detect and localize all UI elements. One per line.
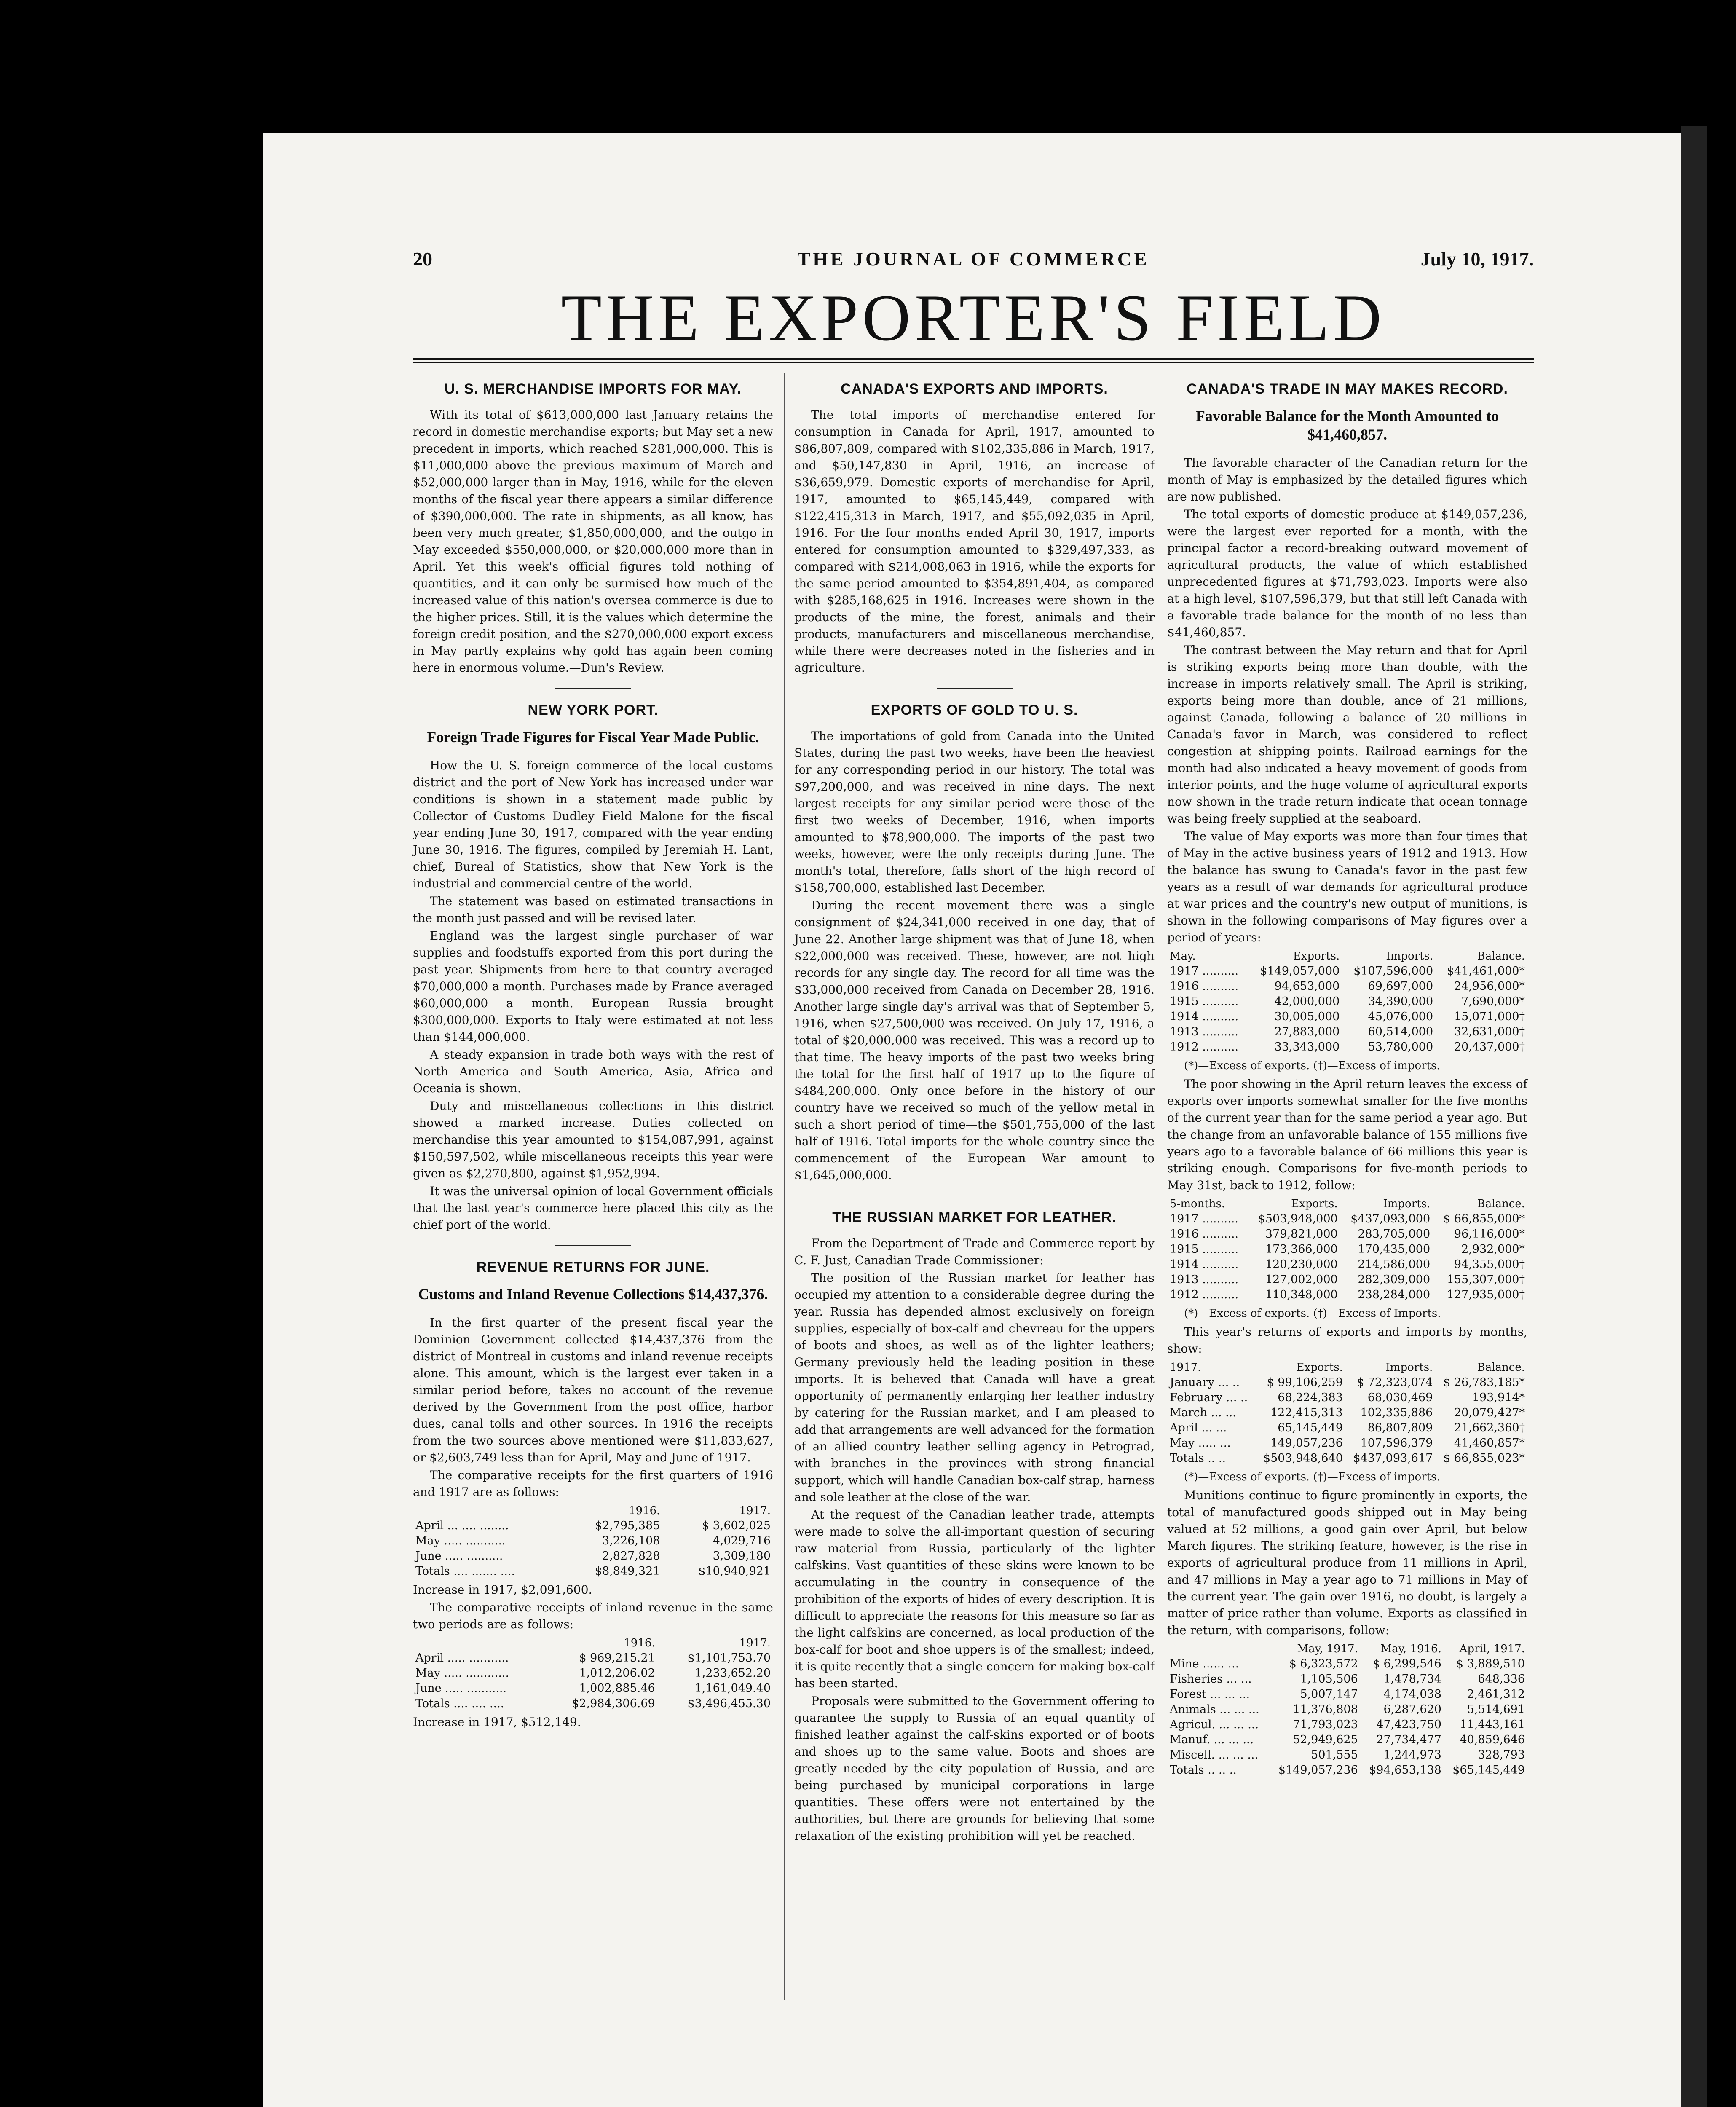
table-cell: January ... .. bbox=[1170, 1376, 1240, 1389]
monthly-returns-table bbox=[1167, 1360, 1527, 1466]
table-cell: Balance. bbox=[1477, 1361, 1525, 1374]
table-cell: 86,807,809 bbox=[1367, 1421, 1433, 1434]
table-cell: 127,935,000† bbox=[1447, 1288, 1525, 1301]
article-title: CANADA'S EXPORTS AND IMPORTS. bbox=[841, 381, 1108, 397]
masthead-rule bbox=[413, 358, 1534, 363]
article-paragraph: During the recent movement there was a single consignment of $24,341,000 received in one day, that of June 22. Another large shipment was that of June 18, when $22,000,000 was received. These, however, are not high records for any single day. The record for all time was the $33,000,000 received from Canada on December 28, 1916. Another large single day's arrival was that of September 5, 1916, when $27,500,000 was received. On July 17, 1916, a total of $20,000,000 was received. This was a record up to that time. The heavy imports of the past two weeks bring the total for the first half of 1917 up to the figure of $484,200,000. Only once before in the history of our country have we received so much of the yellow metal in such a short period of time—the $501,755,000 of the last half of 1916. Total imports for the whole country since the commencement of the European War amount to $1,645,000,000. bbox=[794, 898, 1155, 1182]
table-cell: 4,029,716 bbox=[713, 1534, 771, 1547]
article-paragraph: At the request of the Canadian leather trade, attempts were made to solve the all-important question of securing raw material from Russia, particularly of the lighter calfskins. Vast quantities of these skins were known to be accumulating in the country in consequence of the prohibition of the exports of hides of every description. It is difficult to appreciate the reasons for this measure so far as the light calfskins are concerned, as local production of the box-calf for boot and shoe uppers is of the smallest; indeed, it is quite recently that a single concern for making box-calf has been started. bbox=[794, 1508, 1155, 1690]
table-cell: 20,437,000† bbox=[1454, 1040, 1525, 1054]
table-row bbox=[413, 1651, 773, 1666]
customs-receipts-table bbox=[413, 1503, 773, 1579]
table-cell: 30,005,000 bbox=[1274, 1010, 1340, 1023]
table-cell: 27,734,477 bbox=[1376, 1733, 1441, 1746]
article-title: NEW YORK PORT. bbox=[528, 702, 659, 718]
article-subtitle: Foreign Trade Figures for Fiscal Year Made Public. bbox=[427, 729, 759, 745]
table-cell: 283,705,000 bbox=[1358, 1228, 1431, 1241]
table-cell: $149,057,236 bbox=[1278, 1764, 1358, 1777]
table-cell: 120,230,000 bbox=[1265, 1258, 1338, 1271]
table-row bbox=[1167, 1040, 1527, 1055]
table-cell: 1916 .......... bbox=[1170, 980, 1239, 993]
article-paragraph: This year's returns of exports and imports by months, show: bbox=[1167, 1325, 1527, 1356]
table-cell: Mine ...... ... bbox=[1170, 1657, 1239, 1670]
table-row bbox=[1167, 1702, 1527, 1717]
section-masthead: THE EXPORTER'S FIELD bbox=[561, 281, 1386, 355]
table-total-row bbox=[1167, 1763, 1527, 1778]
article-paragraph: The poor showing in the April return leaves the excess of exports over imports somewhat smaller for the five months of the current year than for the same period a year ago. But the change from an unfavorable balance of 155 millions five years ago to a favorable balance of 66 millions this year is striking enough. Comparisons for five-month periods to May 31st, back to 1912, follow: bbox=[1167, 1077, 1527, 1192]
table-cell: $ 26,783,185* bbox=[1443, 1376, 1525, 1389]
table-row bbox=[1167, 1687, 1527, 1702]
table-cell: $503,948,640 bbox=[1263, 1452, 1343, 1465]
table-cell: 1,012,206.02 bbox=[579, 1667, 655, 1680]
table-cell: 170,435,000 bbox=[1358, 1243, 1431, 1256]
article-paragraph: The total imports of merchandise entered for consumption in Canada for April, 1917, amounted to $86,807,809, compared with $102,335,886 in March, 1917, and $50,147,830 in April, 1916, an increase of $36,659,979. Domestic exports of merchandise for April, 1917, amounted to $65,145,449, compared with $122,415,313 in March, 1917, and $55,092,035 in April, 1916. For the four months ended April 30, 1917, imports entered for consumption amounted to $329,497,333, as compared with $214,008,063 in 1916, while the exports for the same period amounted to $354,891,404, as compared with $285,168,625 in 1916. Increases were shown in the products of the mine, the forest, animals and their products, manufacturers and miscellaneous merchandise, while there were decreases noted in the fisheries and in agriculture. bbox=[794, 408, 1155, 675]
table-cell: 1,002,885.46 bbox=[579, 1682, 655, 1695]
article-paragraph: It was the universal opinion of local Government officials that the last year's commerce here placed this city as the chief port of the world. bbox=[413, 1184, 773, 1232]
article-paragraph: From the Department of Trade and Commerce report by C. F. Just, Canadian Trade Commissioner: bbox=[794, 1236, 1155, 1267]
table-cell: Exports. bbox=[1293, 950, 1340, 962]
table-cell: $107,596,000 bbox=[1353, 965, 1433, 978]
table-header-row bbox=[1167, 1641, 1527, 1657]
article-paragraph: The favorable character of the Canadian return for the month of May is emphasized by the detailed figures which are now published. bbox=[1167, 456, 1527, 504]
table-cell: 65,145,449 bbox=[1278, 1421, 1343, 1434]
table-cell: 1,161,049.40 bbox=[694, 1682, 771, 1695]
table-cell: 1917. bbox=[1170, 1361, 1201, 1374]
table-row bbox=[1167, 1009, 1527, 1024]
article-paragraph: The comparative receipts of inland revenue in the same two periods are as follows: bbox=[413, 1600, 773, 1631]
table-cell: $ 3,889,510 bbox=[1456, 1657, 1525, 1670]
table-cell: 21,662,360† bbox=[1454, 1421, 1525, 1434]
article-paragraph: With its total of $613,000,000 last January retains the record in domestic merchandise exports; but May set a new precedent in imports, which reached $281,000,000. This is $11,000,000 above the previous maximum of March and $52,000,000 larger than in May, 1916, while for the eleven months of the fiscal year there appears a similar difference of $390,000,000. The rate in shipments, as all know, has been very much greater, $1,850,000,000, and the outgo in May exceeded $550,000,000, or $20,000,000 more than in April. Yet this week's official figures told nothing of quantities, and it can only be surmised how much of the increased value of this nation's oversea commerce is due to the higher prices. Still, it is the values which determine the foreign credit position, and the $270,000,000 export excess in May partly explains why gold has again been coming here in enormous volume.—Dun's Review. bbox=[413, 408, 773, 675]
table-cell: 214,586,000 bbox=[1358, 1258, 1431, 1271]
table-cell: 102,335,886 bbox=[1360, 1406, 1433, 1419]
table-cell: 1914 .......... bbox=[1170, 1010, 1239, 1023]
table-cell: 4,174,038 bbox=[1383, 1688, 1441, 1701]
table-total-row bbox=[413, 1696, 773, 1711]
table-cell: 155,307,000† bbox=[1447, 1273, 1525, 1286]
table-cell: $ 66,855,000* bbox=[1443, 1212, 1525, 1225]
table-cell: 122,415,313 bbox=[1270, 1406, 1343, 1419]
article-title: CANADA'S TRADE IN MAY MAKES RECORD. bbox=[1187, 381, 1508, 397]
article-title: REVENUE RETURNS FOR JUNE. bbox=[476, 1259, 710, 1275]
table-cell: 24,956,000* bbox=[1454, 980, 1525, 993]
table-row bbox=[1167, 1657, 1527, 1672]
table-cell: 41,460,857* bbox=[1454, 1437, 1525, 1450]
article-subtitle: Customs and Inland Revenue Collections $14,437,376. bbox=[418, 1286, 768, 1303]
table-cell: May ..... ........... bbox=[415, 1534, 506, 1547]
table-cell: 173,366,000 bbox=[1265, 1243, 1338, 1256]
table-cell: $437,093,617 bbox=[1353, 1452, 1433, 1465]
table-cell: June ..... .......... bbox=[415, 1549, 503, 1563]
table-cell: 107,596,379 bbox=[1360, 1437, 1433, 1450]
table-row bbox=[1167, 1732, 1527, 1748]
table-cell: $149,057,000 bbox=[1260, 965, 1340, 978]
table-cell: May, 1916. bbox=[1380, 1643, 1441, 1655]
inland-revenue-table bbox=[413, 1635, 773, 1711]
table-cell: Forest ... ... ... bbox=[1170, 1688, 1250, 1701]
article-separator bbox=[937, 688, 1013, 689]
table-cell: 34,390,000 bbox=[1368, 995, 1433, 1008]
article-paragraph: The contrast between the May return and that for April is striking exports being more than double, with the increase in imports relatively small. The April is striking, exports being more than double, ance of 21 millions, against Canada, following a balance of 20 millions in Canada's favor in March, was considered to reflect congestion at shipping points. Railroad earnings for the month had also indicated a heavy movement of goods from interior points, and the huge volume of agricultural exports now shown in the trade return indicate that ocean tonnage was being freely supplied at the seaboard. bbox=[1167, 643, 1527, 826]
table-header-row bbox=[1167, 949, 1527, 964]
table-cell: 7,690,000* bbox=[1461, 995, 1525, 1008]
table-cell: 149,057,236 bbox=[1270, 1437, 1343, 1450]
table-row bbox=[413, 1666, 773, 1681]
table-cell: $2,795,385 bbox=[595, 1519, 660, 1532]
article-separator bbox=[555, 688, 631, 689]
table-cell: March ... ... bbox=[1170, 1406, 1236, 1419]
table-cell: $ 6,323,572 bbox=[1289, 1657, 1358, 1670]
table-cell: $503,948,000 bbox=[1258, 1212, 1338, 1225]
table-row bbox=[413, 1518, 773, 1533]
table-cell: 648,336 bbox=[1478, 1673, 1525, 1686]
table-row bbox=[1167, 1672, 1527, 1687]
article-paragraph: Munitions continue to figure prominently in exports, the total of manufactured goods shipped out in May being valued at 52 millions, a good gain over April, but below March figures. The striking feature, however, is the rise in exports of agricultural produce from 11 millions in April, and 47 millions in May a year ago to 71 millions in May of the current year. The gain over 1916, no doubt, is largely a matter of price rather than volume. Exports as classified in the return, with comparisons, follow: bbox=[1167, 1488, 1527, 1637]
table-cell: 5-months. bbox=[1170, 1198, 1225, 1210]
table-cell: 47,423,750 bbox=[1376, 1718, 1441, 1731]
table-cell: $ 3,602,025 bbox=[702, 1519, 771, 1532]
table-row bbox=[1167, 1287, 1527, 1303]
table-cell: 1,244,973 bbox=[1383, 1748, 1441, 1761]
column-3 bbox=[1167, 373, 1527, 1780]
table-cell: Imports. bbox=[1386, 950, 1433, 962]
table-cell: 71,793,023 bbox=[1293, 1718, 1358, 1731]
table-cell: $1,101,753.70 bbox=[687, 1651, 771, 1665]
table-cell: Animals ... ... ... bbox=[1170, 1703, 1259, 1716]
table-cell: 1913 .......... bbox=[1170, 1025, 1239, 1038]
table-cell: $8,849,321 bbox=[595, 1565, 660, 1578]
table-cell bbox=[1167, 1641, 1269, 1657]
table-row bbox=[1167, 1272, 1527, 1287]
table-cell: $65,145,449 bbox=[1452, 1764, 1525, 1777]
table-cell: 1,478,734 bbox=[1383, 1673, 1441, 1686]
table-cell: 96,116,000* bbox=[1454, 1228, 1525, 1241]
table-cell: 1917 .......... bbox=[1170, 1212, 1239, 1225]
column-1 bbox=[413, 373, 773, 1732]
table-cell: 3,226,108 bbox=[602, 1534, 660, 1547]
article-paragraph: A steady expansion in trade both ways with the rest of North America and South America, Asia, Africa and Oceania is shown. bbox=[413, 1048, 773, 1095]
article-separator bbox=[555, 1245, 631, 1246]
table-cell: 3,309,180 bbox=[713, 1549, 771, 1563]
table-cell: 238,284,000 bbox=[1358, 1288, 1431, 1301]
table-cell: 1916. bbox=[624, 1637, 655, 1649]
table-cell: April ... ... bbox=[1170, 1421, 1227, 1434]
table-cell: 1916 .......... bbox=[1170, 1228, 1239, 1241]
table-row bbox=[1167, 1436, 1527, 1451]
table-cell: Imports. bbox=[1385, 1361, 1433, 1374]
table-header-row bbox=[1167, 1360, 1527, 1375]
table-cell: May ..... ... bbox=[1170, 1437, 1231, 1450]
table-cell: Exports. bbox=[1291, 1198, 1338, 1210]
table-cell: 5,514,691 bbox=[1467, 1703, 1525, 1716]
table-cell: 5,007,147 bbox=[1300, 1688, 1358, 1701]
column-divider bbox=[784, 373, 785, 2000]
table-cell: 1916. bbox=[629, 1504, 660, 1517]
table-footnote: (*)—Excess of exports. (†)—Excess of imports. bbox=[1184, 1471, 1440, 1483]
table-footnote: Increase in 1917, $2,091,600. bbox=[413, 1583, 592, 1597]
table-cell: 2,932,000* bbox=[1461, 1243, 1525, 1256]
table-cell: 1,233,652.20 bbox=[694, 1667, 771, 1680]
article-paragraph: The position of the Russian market for leather has occupied my attention to a considerable degree during the year. Russia has depended almost exclusively on foreign supplies, especially of box-calf and chevreau for the uppers of boots and shoes, as well as of the lighter leathers; Germany previously held the leading position in these imports. It is believed that Canada will have a great opportunity of permanently enlarging her leather industry by catering for the Russian market, and I am pleased to add that arrangements are well advanced for the formation of an allied country leather selling agency in Petrograd, with branches in the provinces with strong financial support, which will handle Canadian box-calf strap, harness and sole leather at the close of the war. bbox=[794, 1271, 1155, 1504]
table-cell: May. bbox=[1170, 950, 1196, 962]
table-cell: 68,224,383 bbox=[1278, 1391, 1343, 1404]
table-cell: 1917 .......... bbox=[1170, 965, 1239, 978]
table-cell: 69,697,000 bbox=[1368, 980, 1433, 993]
table-cell: 1912 .......... bbox=[1170, 1288, 1239, 1301]
table-cell: May ..... ............ bbox=[415, 1667, 509, 1680]
table-cell: 1,105,506 bbox=[1300, 1673, 1358, 1686]
table-cell: Manuf. ... ... ... bbox=[1170, 1733, 1254, 1746]
table-cell: Totals .... .... .... bbox=[415, 1697, 504, 1710]
table-row bbox=[413, 1549, 773, 1564]
table-cell: 6,287,620 bbox=[1383, 1703, 1441, 1716]
article-subtitle: Favorable Balance for the Month Amounted to $41,460,857. bbox=[1195, 407, 1499, 443]
table-cell: 15,071,000† bbox=[1454, 1010, 1525, 1023]
table-cell: May, 1917. bbox=[1297, 1643, 1358, 1655]
table-cell: $41,461,000* bbox=[1447, 965, 1525, 978]
table-cell: 1915 .......... bbox=[1170, 1243, 1239, 1256]
table-row bbox=[1167, 994, 1527, 1009]
table-cell: $ 969,215.21 bbox=[579, 1651, 655, 1665]
table-cell: June ..... ........... bbox=[415, 1682, 507, 1695]
table-row bbox=[1167, 1227, 1527, 1242]
article-paragraph: How the U. S. foreign commerce of the local customs district and the port of New York has increased under war conditions is shown in a statement made public by Collector of Customs Dudley Field Malone for the fiscal year ending June 30, 1917, compared with the year ending June 30, 1916. The figures, compiled by Jeremiah H. Lant, chief, Bureal of Statistics, show that New York is the industrial and commercial centre of the world. bbox=[413, 759, 773, 890]
table-cell: 32,631,000† bbox=[1454, 1025, 1525, 1038]
table-cell: 127,002,000 bbox=[1265, 1273, 1338, 1286]
table-header-row bbox=[413, 1503, 773, 1518]
table-cell: 328,793 bbox=[1478, 1748, 1525, 1761]
article-title: THE RUSSIAN MARKET FOR LEATHER. bbox=[832, 1209, 1117, 1225]
table-cell: Balance. bbox=[1477, 950, 1525, 962]
table-row bbox=[1167, 1390, 1527, 1405]
table-row bbox=[413, 1533, 773, 1549]
article-paragraph: The statement was based on estimated transactions in the month just passed and will be revised later. bbox=[413, 894, 773, 925]
table-row bbox=[1167, 1717, 1527, 1732]
five-month-table bbox=[1167, 1196, 1527, 1303]
table-cell: $10,940,921 bbox=[698, 1565, 771, 1578]
table-cell bbox=[413, 1635, 542, 1651]
table-total-row bbox=[1167, 1451, 1527, 1466]
article-paragraph: The total exports of domestic produce at $149,057,236, were the largest ever reported for a month, with the principal factor a record-breaking outward movement of agricultural products, the value of which established unprecedented figures at $71,793,023. Imports were also at a high level, $107,596,379, but that still left Canada with a favorable trade balance for the month of no less than $41,460,857. bbox=[1167, 507, 1527, 639]
table-cell: 94,653,000 bbox=[1274, 980, 1340, 993]
table-cell: $437,093,000 bbox=[1350, 1212, 1431, 1225]
table-cell: 1912 .......... bbox=[1170, 1040, 1239, 1054]
table-cell: April ... .... ........ bbox=[415, 1519, 509, 1532]
table-cell: April ..... ........... bbox=[415, 1651, 509, 1665]
table-row bbox=[1167, 1024, 1527, 1040]
table-cell: $3,496,455.30 bbox=[687, 1697, 771, 1710]
table-cell: 60,514,000 bbox=[1368, 1025, 1433, 1038]
table-cell: Fisheries ... ... bbox=[1170, 1673, 1252, 1686]
table-cell: $ 66,855,023* bbox=[1443, 1452, 1525, 1465]
table-cell: 11,376,808 bbox=[1293, 1703, 1358, 1716]
page-edge-shadow bbox=[1681, 126, 1707, 2107]
article-title: EXPORTS OF GOLD TO U. S. bbox=[871, 702, 1078, 718]
table-cell: $ 6,299,546 bbox=[1372, 1657, 1441, 1670]
table-cell: $ 72,323,074 bbox=[1356, 1376, 1433, 1389]
table-cell bbox=[413, 1503, 562, 1518]
table-cell: 110,348,000 bbox=[1265, 1288, 1338, 1301]
table-row bbox=[413, 1681, 773, 1696]
table-header-row bbox=[1167, 1196, 1527, 1212]
table-total-row bbox=[413, 1564, 773, 1579]
table-cell: 11,443,161 bbox=[1460, 1718, 1525, 1731]
article-paragraph: The value of May exports was more than four times that of May in the active business years of 1912 and 1913. How the balance has swung to Canada's favor in the past few years as a result of war demands for agricultural produce at war prices and the country's new output of munitions, is shown in the following comparisons of May figures over a period of years: bbox=[1167, 829, 1527, 944]
table-cell: 379,821,000 bbox=[1265, 1228, 1338, 1241]
table-cell: Imports. bbox=[1383, 1198, 1431, 1210]
table-row bbox=[1167, 964, 1527, 979]
table-cell: 1917. bbox=[739, 1504, 771, 1517]
table-cell: 193,914* bbox=[1472, 1391, 1525, 1404]
table-cell: 20,079,427* bbox=[1454, 1406, 1525, 1419]
table-cell: 27,883,000 bbox=[1274, 1025, 1340, 1038]
table-header-row bbox=[413, 1635, 773, 1651]
exports-by-class-table bbox=[1167, 1641, 1527, 1778]
table-cell: 45,076,000 bbox=[1368, 1010, 1433, 1023]
table-cell: 40,859,646 bbox=[1460, 1733, 1525, 1746]
table-row bbox=[1167, 1242, 1527, 1257]
table-cell: 2,461,312 bbox=[1467, 1688, 1525, 1701]
article-paragraph: Duty and miscellaneous collections in this district showed a marked increase. Duties collected on merchandise this year amounted to $154,087,991, against $150,597,502, while miscellaneous receipts this year were given as $2,270,800, against $1,952,994. bbox=[413, 1099, 773, 1180]
table-row bbox=[1167, 1212, 1527, 1227]
table-cell: 501,555 bbox=[1311, 1748, 1358, 1761]
article-paragraph: The importations of gold from Canada into the United States, during the past two weeks, have been the heaviest for any corresponding period in our history. The total was $97,200,000, and was received in nine days. The next largest receipts for any similar period were those of the first two weeks of December, 1916, when imports amounted to $78,900,000. The imports of the past two weeks, however, were the only receipts during June. The month's total, therefore, falls short of the high record of $158,700,000, established last December. bbox=[794, 729, 1155, 895]
table-cell: Totals .. .. bbox=[1170, 1452, 1226, 1465]
table-cell: Totals .... ....... .... bbox=[415, 1565, 515, 1578]
table-cell: 52,949,625 bbox=[1293, 1733, 1358, 1746]
table-cell: 53,780,000 bbox=[1368, 1040, 1433, 1054]
table-cell: April, 1917. bbox=[1459, 1643, 1525, 1655]
table-row bbox=[1167, 1748, 1527, 1763]
table-cell: $2,984,306.69 bbox=[572, 1697, 655, 1710]
table-cell: 282,309,000 bbox=[1358, 1273, 1431, 1286]
page-number: 20 bbox=[413, 248, 432, 270]
article-title: U. S. MERCHANDISE IMPORTS FOR MAY. bbox=[444, 381, 742, 397]
table-cell: 1915 .......... bbox=[1170, 995, 1239, 1008]
issue-date: July 10, 1917. bbox=[1420, 248, 1534, 270]
column-2 bbox=[794, 373, 1155, 1845]
article-paragraph: In the first quarter of the present fiscal year the Dominion Government collected $14,437,376 from the district of Montreal in customs and inland revenue receipts alone. This amount, which is the largest ever taken in a similar period before, takes no account of the revenue derived by the Government from the post office, harbor dues, canal tolls and other sources. In 1916 the receipts from the two sources above mentioned were $11,833,627, or $2,603,749 less than for April, May and June of 1917. bbox=[413, 1316, 773, 1464]
table-cell: February ... .. bbox=[1170, 1391, 1248, 1404]
table-cell: 42,000,000 bbox=[1274, 995, 1340, 1008]
table-footnote: Increase in 1917, $512,149. bbox=[413, 1715, 581, 1729]
table-cell: 1917. bbox=[739, 1637, 771, 1649]
article-paragraph: England was the largest single purchaser of war supplies and foodstuffs exported from this port during the past year. Shipments from here to that country averaged $70,000,000 a month. Purchases made by France averaged $60,000,000 a month. European Russia brought $300,000,000. Exports to Italy were estimated at not less than $144,000,000. bbox=[413, 929, 773, 1044]
table-cell: Totals .. .. .. bbox=[1170, 1764, 1237, 1777]
table-row bbox=[1167, 1375, 1527, 1390]
table-cell: 68,030,469 bbox=[1367, 1391, 1433, 1404]
table-cell: 2,827,828 bbox=[602, 1549, 660, 1563]
table-row bbox=[1167, 1257, 1527, 1272]
article-paragraph: Proposals were submitted to the Government offering to guarantee the supply to Russia of an equal quantity of finished leather against the calf-skins exported or of boots and shoes up to the same value. Boots and shoes are greatly needed by the city population of Russia, and are being purchased by municipal corporations in large quantities. These offers were not entertained by the authorities, but there are grounds for believing that some relaxation of the existing prohibition will yet be reached. bbox=[794, 1694, 1155, 1843]
table-row bbox=[1167, 1405, 1527, 1421]
may-comparison-table bbox=[1167, 949, 1527, 1055]
table-cell: Miscell. ... ... ... bbox=[1170, 1748, 1259, 1761]
table-footnote: (*)—Excess of exports. (†)—Excess of Imports. bbox=[1184, 1307, 1441, 1320]
table-cell: 1913 .......... bbox=[1170, 1273, 1239, 1286]
article-paragraph: The comparative receipts for the first quarters of 1916 and 1917 are as follows: bbox=[413, 1468, 773, 1499]
table-row bbox=[1167, 1421, 1527, 1436]
running-header bbox=[413, 248, 1534, 273]
table-cell: Exports. bbox=[1296, 1361, 1343, 1374]
table-cell: $94,653,138 bbox=[1369, 1764, 1441, 1777]
table-cell: 94,355,000† bbox=[1454, 1258, 1525, 1271]
table-cell: Agricul. ... ... ... bbox=[1170, 1718, 1259, 1731]
table-footnote: (*)—Excess of exports. (†)—Excess of imports. bbox=[1184, 1059, 1440, 1072]
table-cell: Balance. bbox=[1477, 1198, 1525, 1210]
table-row bbox=[1167, 979, 1527, 994]
table-cell: 1914 .......... bbox=[1170, 1258, 1239, 1271]
journal-name: THE JOURNAL OF COMMERCE bbox=[797, 248, 1149, 270]
table-cell: $ 99,106,259 bbox=[1267, 1376, 1343, 1389]
table-cell: 33,343,000 bbox=[1274, 1040, 1340, 1054]
